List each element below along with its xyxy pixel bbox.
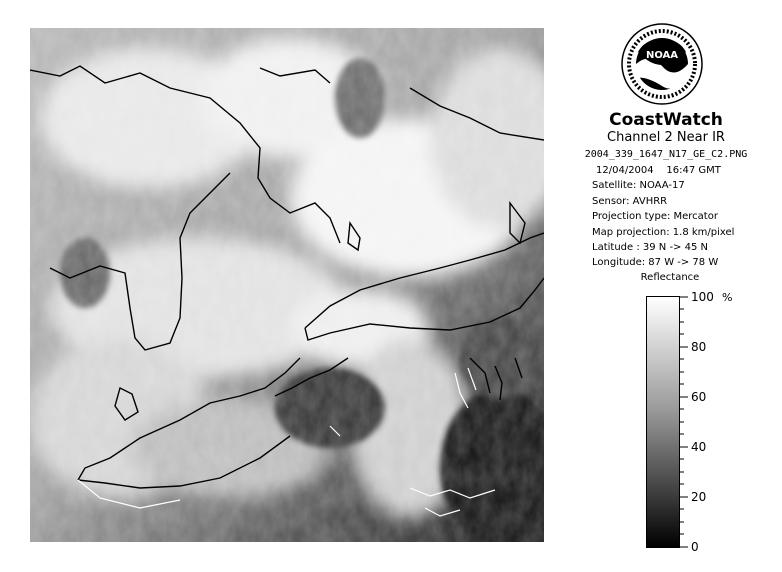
reflectance-colorbar <box>646 296 680 548</box>
tick-label-20: 20 <box>691 490 707 504</box>
sensor-line: Sensor: AVHRR <box>592 196 668 207</box>
tick-label-80: 80 <box>691 340 707 354</box>
file-name: 2004_339_1647_N17_GE_C2.PNG <box>584 149 748 160</box>
tick-label-40: 40 <box>691 440 707 454</box>
date-time-line <box>596 165 721 176</box>
noaa-logo-text: NOAA <box>645 50 679 61</box>
date-value: 12/04/2004 <box>596 165 654 176</box>
tick-label-100: 100 <box>691 290 714 304</box>
latitude-line: Latitude : 39 N -> 45 N <box>592 242 708 253</box>
satellite-line: Satellite: NOAA-17 <box>592 180 685 191</box>
projection-type-line: Projection type: Mercator <box>592 211 718 222</box>
longitude-line: Longitude: 87 W -> 78 W <box>592 257 719 268</box>
channel-subtitle: Channel 2 Near IR <box>607 130 725 145</box>
noaa-logo <box>620 22 704 106</box>
colorbar-ticks <box>680 296 688 548</box>
tick-label-0: 0 <box>691 540 699 554</box>
colorbar-label: Reflectance <box>640 272 700 283</box>
tick-label-60: 60 <box>691 390 707 404</box>
satellite-image <box>30 28 544 542</box>
page-title: CoastWatch <box>609 110 723 130</box>
colorbar-unit: % <box>722 291 733 304</box>
map-projection-line: Map projection: 1.8 km/pixel <box>592 227 735 238</box>
time-value: 16:47 GMT <box>666 165 721 176</box>
